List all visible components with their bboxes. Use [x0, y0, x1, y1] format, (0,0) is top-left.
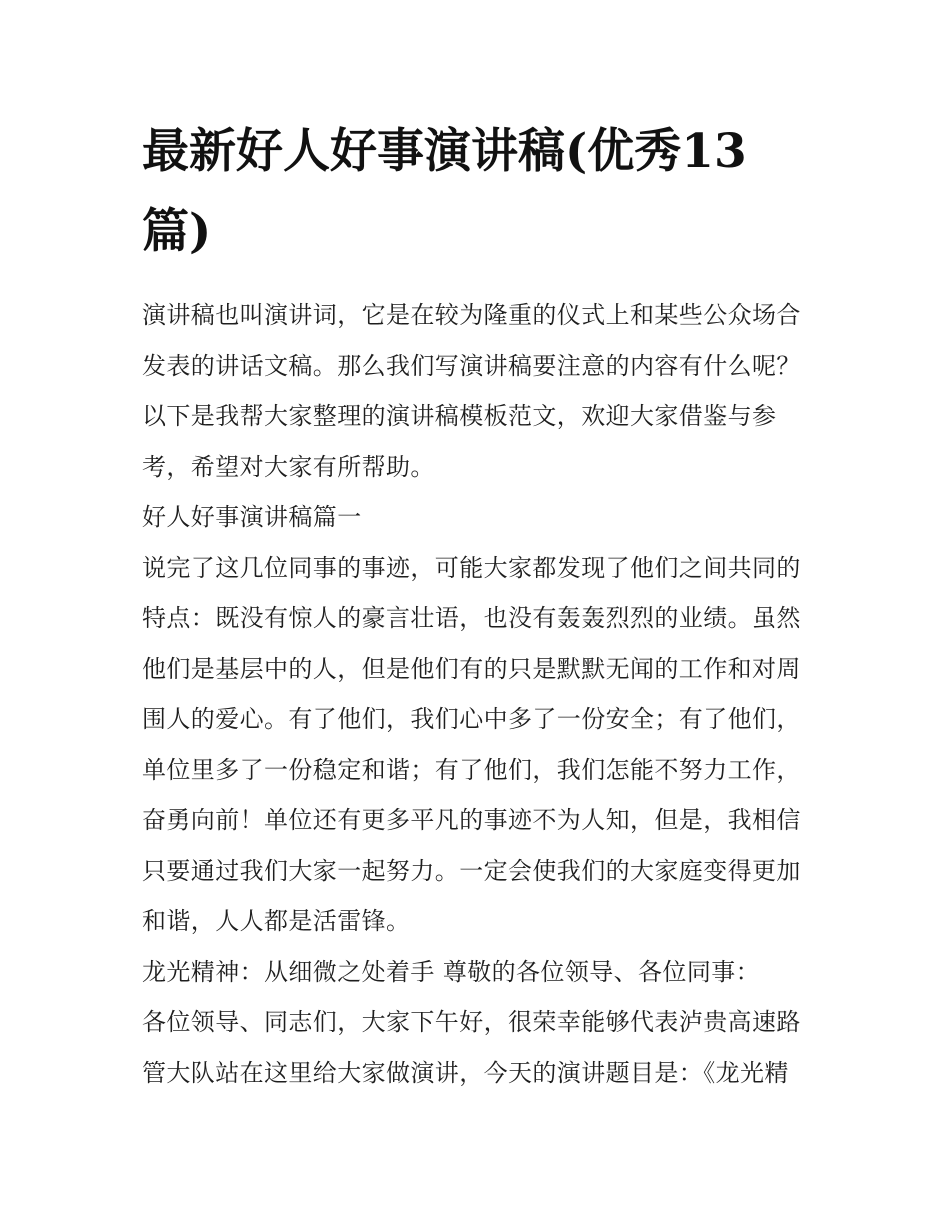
document-body — [142, 112, 814, 1098]
intro-paragraph: 演讲稿也叫演讲词，它是在较为隆重的仪式上和某些公众场合发表的讲话文稿。那么我们写演讲稿要注意的内容有什么呢？以下是我帮大家整理的演讲稿模板范文，欢迎大家借鉴与参考，希望对大家有所帮助。 — [142, 301, 801, 481]
document-title: 最新好人好事演讲稿(优秀13篇) — [142, 124, 747, 259]
section-heading: 好人好事演讲稿篇一 — [142, 503, 362, 531]
body-paragraph: 说完了这几位同事的事迹，可能大家都发现了他们之间共同的特点：既没有惊人的豪言壮语，也没有轰轰烈烈的业绩。虽然他们是基层中的人，但是他们有的只是默默无闻的工作和对周围人的爱心。有了他们，我们心中多了一份安全；有了他们，单位里多了一份稳定和谐；有了他们，我们怎能不努力工作，奋勇向前！单位还有更多平凡的事迹不为人知，但是，我相信只要通过我们大家一起努力。一定会使我们的大家庭变得更加和谐，人人都是活雷锋。 — [142, 553, 801, 935]
body-paragraph: 龙光精神：从细微之处着手 尊敬的各位领导、各位同事： — [142, 957, 761, 986]
body-paragraph: 各位领导、同志们，大家下午好，很荣幸能够代表泸贵高速路管大队站在这里给大家做演讲，今天的演讲题目是：《龙光精 — [142, 1008, 801, 1087]
